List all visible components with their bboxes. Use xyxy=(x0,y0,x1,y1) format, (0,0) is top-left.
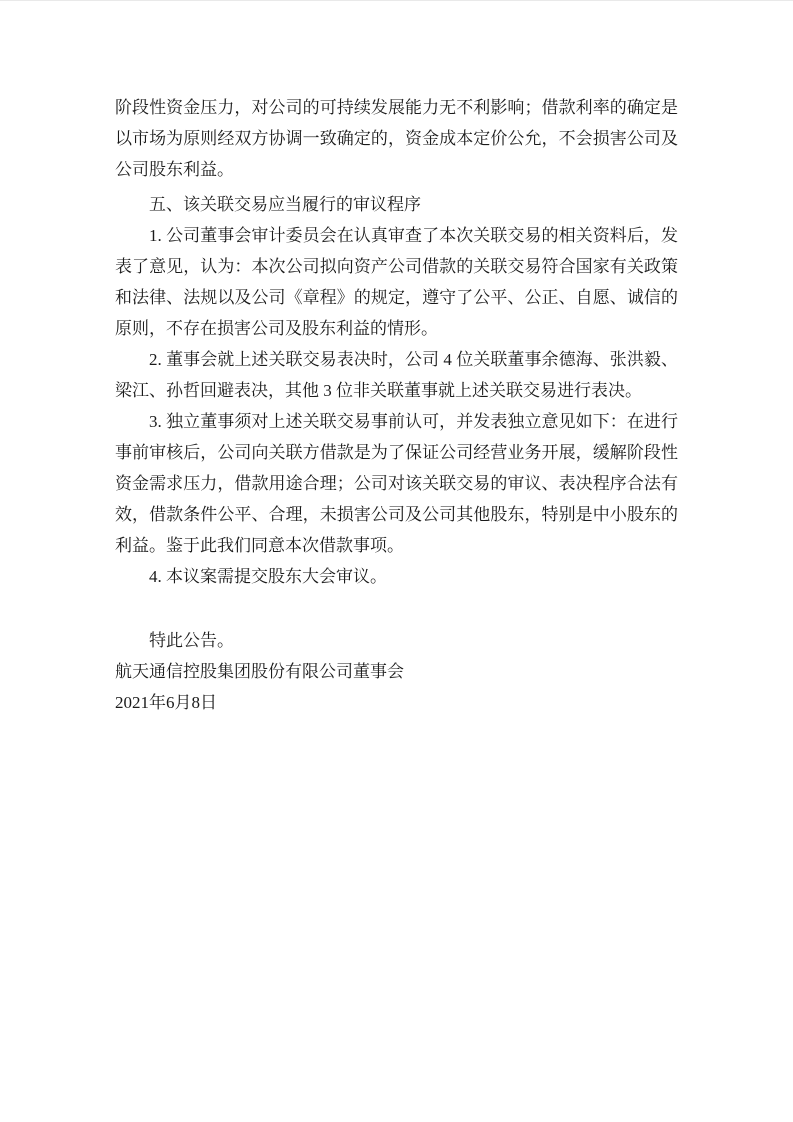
announcement-date: 2021年6月8日 xyxy=(115,693,217,712)
paragraph-item-1-audit-committee: 1. 公司董事会审计委员会在认真审查了本次关联交易的相关资料后，发表了意见，认为：本次公司拟向资产公司借款的关联交易符合国家有关政策和法律、法规以及公司《章程》的规定，遵守了公平、公正、自愿、诚信的原则，不存在损害公司及股东利益的情形。 xyxy=(115,226,678,338)
paragraph-continuation: 阶段性资金压力，对公司的可持续发展能力无不利影响；借款利率的确定是以市场为原则经双方协调一致确定的，资金成本定价公允，不会损害公司及公司股东利益。 xyxy=(115,98,678,179)
section-heading-review-procedure: 五、该关联交易应当履行的审议程序 xyxy=(149,195,421,214)
paragraph-item-3-independent-directors: 3. 独立董事须对上述关联交易事前认可，并发表独立意见如下：在进行事前审核后，公司向关联方借款是为了保证公司经营业务开展，缓解阶段性资金需求压力，借款用途合理；公司对该关联交易的审议、表决程序合法有效，借款条件公平、合理，未损害公司及公司其他股东，特别是中小股东的利益。鉴于此我们同意本次借款事项。 xyxy=(115,412,678,555)
paragraph-item-2-board-vote: 2. 董事会就上述关联交易表决时，公司 4 位关联董事余德海、张洪毅、梁江、孙哲回避表决，其他 3 位非关联董事就上述关联交易进行表决。 xyxy=(115,350,678,400)
document-content xyxy=(115,92,678,718)
signature-company-board: 航天通信控股集团股份有限公司董事会 xyxy=(115,662,404,681)
paragraph-item-4-shareholder-meeting: 4. 本议案需提交股东大会审议。 xyxy=(149,567,387,586)
closing-announcement-line: 特此公告。 xyxy=(149,631,234,650)
